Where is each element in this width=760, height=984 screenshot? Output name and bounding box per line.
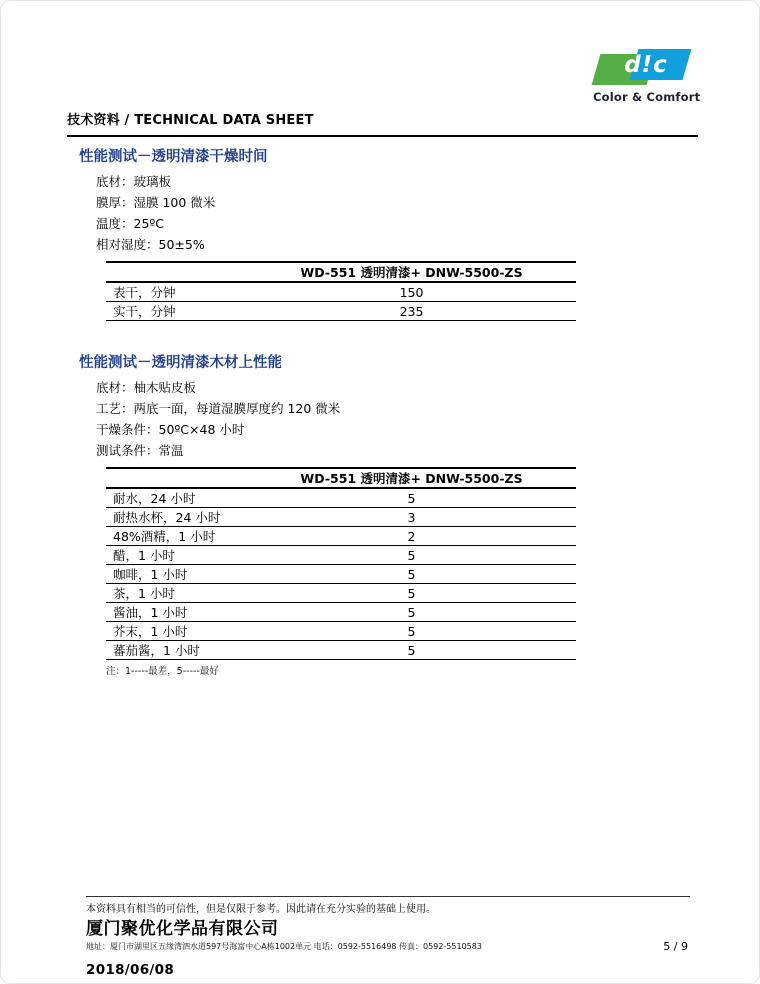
document-date: 2018/06/08 xyxy=(86,962,175,978)
row-value-cell: 5 xyxy=(247,603,576,622)
table-row xyxy=(106,641,576,660)
row-label-cell: 实干，分钟 xyxy=(106,302,247,321)
row-label-cell: 耐热水杯，24 小时 xyxy=(106,508,247,527)
spec-line: 测试条件：常温 xyxy=(96,443,184,458)
row-value-cell: 5 xyxy=(247,622,576,641)
spec-line: 温度：25ºC xyxy=(96,216,165,231)
section-title: 性能测试－透明清漆干燥时间 xyxy=(79,149,268,165)
table-row xyxy=(106,508,576,527)
spec-list xyxy=(96,171,679,255)
row-value-cell: 150 xyxy=(247,282,576,302)
table-header-empty-cell xyxy=(106,262,247,282)
row-label-cell: 茶，1 小时 xyxy=(106,584,247,603)
dic-logo-mark xyxy=(593,49,691,85)
row-value-cell: 5 xyxy=(247,488,576,508)
row-value-cell: 5 xyxy=(247,641,576,660)
table-header-empty-cell xyxy=(106,468,247,488)
dic-logo xyxy=(593,49,701,104)
spec-line: 底材：柚木贴皮板 xyxy=(96,380,197,395)
spec-line: 膜厚：湿膜 100 微米 xyxy=(96,195,216,210)
spec-line: 相对湿度：50±5% xyxy=(96,237,205,252)
section-drying-time xyxy=(79,147,679,321)
row-value-cell: 5 xyxy=(247,546,576,565)
table-row xyxy=(106,282,576,302)
logo-wordmark: d!c xyxy=(624,52,668,78)
spec-list xyxy=(96,377,679,461)
company-name: 厦门聚优化学品有限公司 xyxy=(86,919,279,939)
wood-performance-table xyxy=(106,467,576,660)
row-label-cell: 耐水，24 小时 xyxy=(106,488,247,508)
table-row xyxy=(106,488,576,508)
row-value-cell: 5 xyxy=(247,584,576,603)
row-value-cell: 3 xyxy=(247,508,576,527)
table-row xyxy=(106,622,576,641)
table-header-row xyxy=(106,262,576,282)
table-header-product-cell: WD-551 透明清漆+ DNW-5500-ZS xyxy=(247,262,576,282)
document-footer xyxy=(86,896,690,978)
drying-time-table xyxy=(106,261,576,321)
document-title: 技术资料 / TECHNICAL DATA SHEET xyxy=(67,113,314,128)
row-label-cell: 蕃茄酱，1 小时 xyxy=(106,641,247,660)
table-row xyxy=(106,546,576,565)
logo-tagline: Color & Comfort xyxy=(593,90,701,104)
table-row xyxy=(106,584,576,603)
row-label-cell: 芥末，1 小时 xyxy=(106,622,247,641)
spec-line: 工艺：两底一面，每道湿膜厚度约 120 微米 xyxy=(96,401,341,416)
page-number: 5 / 9 xyxy=(663,940,688,953)
row-label-cell: 表干，分钟 xyxy=(106,282,247,302)
document-header xyxy=(67,109,698,137)
company-address: 地址：厦门市湖里区五缘湾泗水道597号海富中心A栋1002单元 电话：0592-5516498 传真：0592-5510583 xyxy=(86,942,482,951)
row-value-cell: 5 xyxy=(247,565,576,584)
spec-line: 干燥条件：50ºC×48 小时 xyxy=(96,422,245,437)
table-row xyxy=(106,302,576,321)
section-title: 性能测试－透明清漆木材上性能 xyxy=(79,355,282,371)
row-value-cell: 2 xyxy=(247,527,576,546)
row-value-cell: 235 xyxy=(247,302,576,321)
row-label-cell: 48%酒精，1 小时 xyxy=(106,527,247,546)
section-wood-performance xyxy=(79,353,679,677)
footer-meta-row xyxy=(86,941,690,953)
table-row xyxy=(106,603,576,622)
table-header-row xyxy=(106,468,576,488)
table-header-product-cell: WD-551 透明清漆+ DNW-5500-ZS xyxy=(247,468,576,488)
table-row xyxy=(106,565,576,584)
rating-scale-note: 注：1-----最差，5-----最好 xyxy=(106,666,219,677)
table-row xyxy=(106,527,576,546)
row-label-cell: 醋，1 小时 xyxy=(106,546,247,565)
row-label-cell: 酱油，1 小时 xyxy=(106,603,247,622)
footer-disclaimer: 本资料具有相当的可信性，但是仅限于参考。因此请在充分实验的基础上使用。 xyxy=(86,904,436,915)
row-label-cell: 咖啡，1 小时 xyxy=(106,565,247,584)
spec-line: 底材：玻璃板 xyxy=(96,174,172,189)
